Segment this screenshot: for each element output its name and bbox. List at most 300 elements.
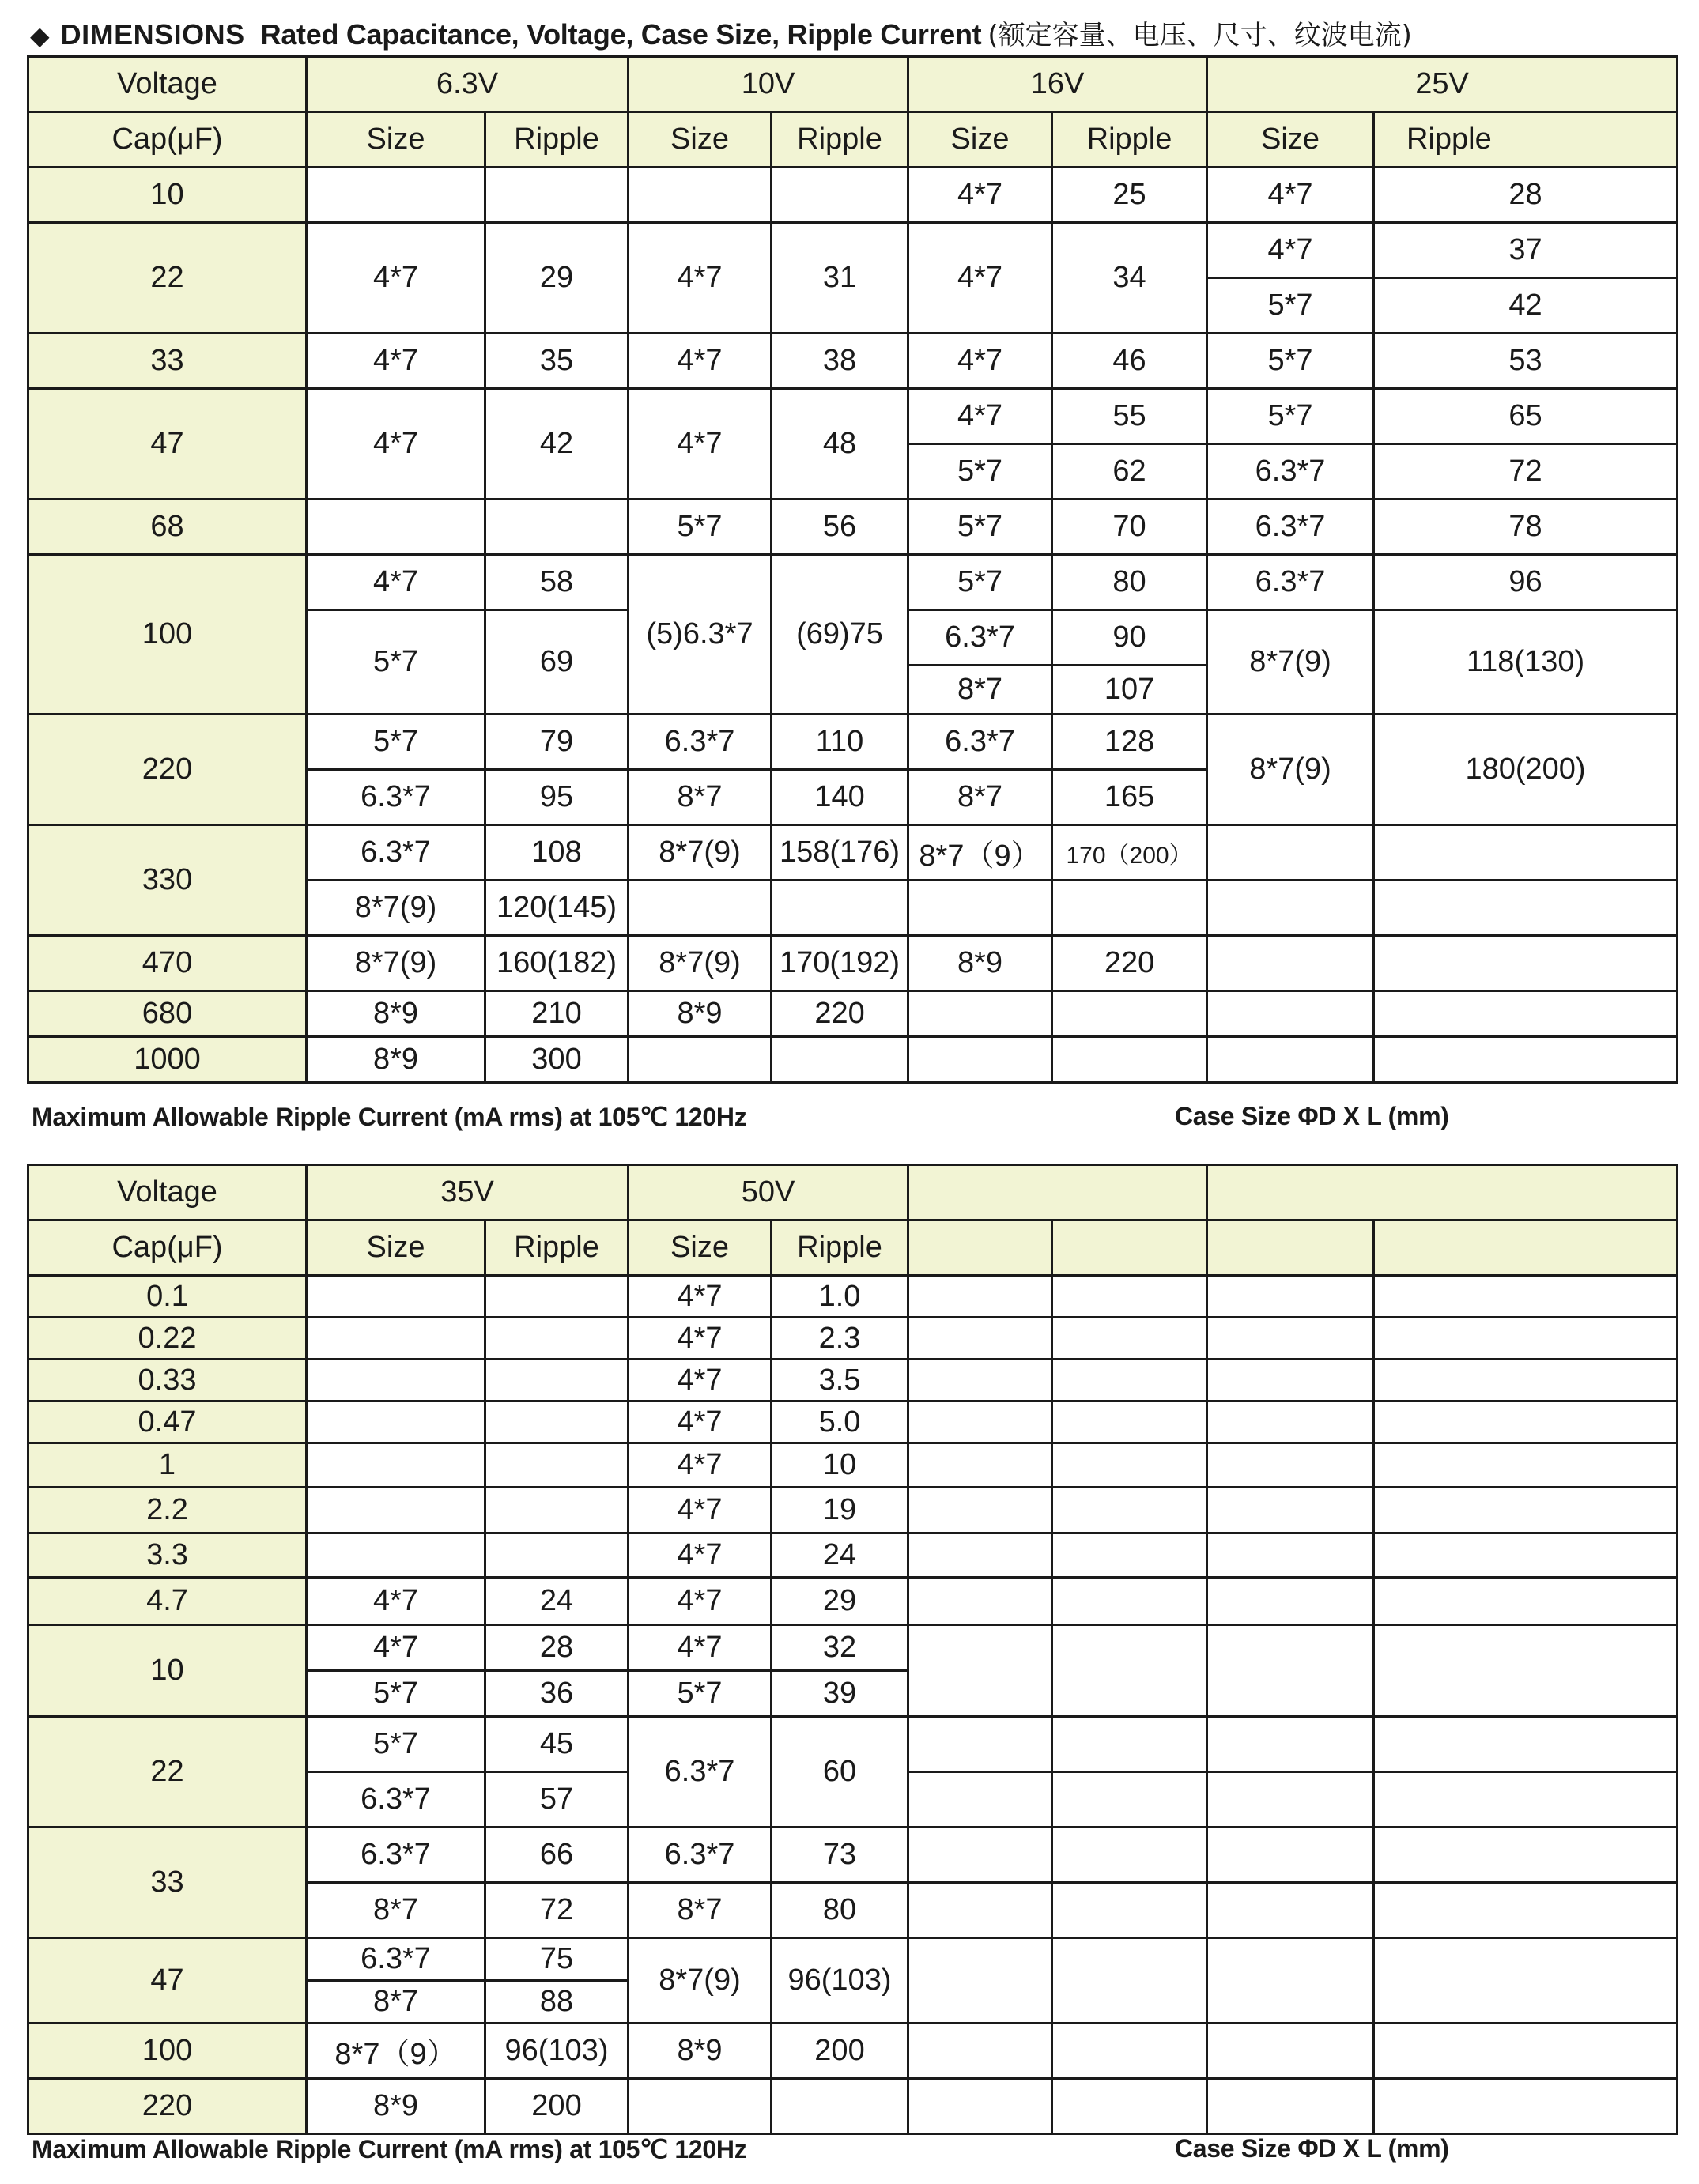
ripple-cell: 46 (1052, 334, 1207, 389)
cell-empty (1374, 1717, 1678, 1772)
ripple-cell: 69 (485, 610, 629, 715)
cell-empty (1374, 825, 1678, 881)
cap-value: 3.3 (28, 1533, 307, 1578)
size-cell: 4*7 (307, 223, 485, 334)
cap-value: 0.22 (28, 1318, 307, 1360)
cell-empty (772, 881, 908, 936)
ripple-note: Maximum Allowable Ripple Current (mA rms) at 105℃ 120Hz (32, 1103, 747, 1131)
size-cell: 6.3*7 (908, 610, 1052, 666)
cell-empty (1207, 1276, 1374, 1318)
size-cell: 4*7 (629, 223, 772, 334)
subheader-row (28, 112, 1678, 168)
cell-empty (1374, 2024, 1678, 2079)
cell-empty (1052, 1578, 1207, 1625)
cell-empty (1052, 1318, 1207, 1360)
size-cell: 8*9 (307, 1037, 485, 1083)
cell-empty (1374, 991, 1678, 1037)
cell-empty (1207, 991, 1374, 1037)
cell-empty (1207, 1883, 1374, 1938)
table-row (28, 1488, 1678, 1533)
cell-empty (1052, 1488, 1207, 1533)
ripple-cell: 158(176) (772, 825, 908, 881)
cap-value: 330 (28, 825, 307, 936)
cell-empty (1207, 881, 1374, 936)
ripple-cell: 72 (485, 1883, 629, 1938)
ripple-cell: 25 (1052, 168, 1207, 223)
size-cell: 8*7(9) (1207, 715, 1374, 825)
size-header: Size (629, 112, 772, 168)
ripple-header: Ripple (485, 1220, 629, 1276)
size-cell: 5*7 (908, 444, 1052, 500)
ripple-cell: 53 (1374, 334, 1678, 389)
cell-empty (908, 1360, 1052, 1401)
ripple-cell: 29 (772, 1578, 908, 1625)
cap-value: 22 (28, 1717, 307, 1828)
cell-empty (1052, 1360, 1207, 1401)
cell-empty (485, 1443, 629, 1488)
cap-value: 33 (28, 334, 307, 389)
ripple-header: Ripple (772, 1220, 908, 1276)
size-cell: 6.3*7 (629, 715, 772, 770)
size-cell: 4*7 (629, 1318, 772, 1360)
ripple-cell: 90 (1052, 610, 1207, 666)
ripple-cell: 107 (1052, 666, 1207, 715)
cap-value: 33 (28, 1828, 307, 1938)
size-cell: 8*9 (307, 991, 485, 1037)
table-row (28, 168, 1678, 223)
ripple-cell: 118(130) (1374, 610, 1678, 715)
cell-empty (1374, 2079, 1678, 2134)
ripple-cell: 70 (1052, 500, 1207, 555)
size-cell: 8*7 (629, 1883, 772, 1938)
table-row (28, 1443, 1678, 1488)
cell-empty (485, 500, 629, 555)
cell-empty (485, 168, 629, 223)
ripple-cell: 19 (772, 1488, 908, 1533)
ripple-cell: 3.5 (772, 1360, 908, 1401)
ripple-cell: 79 (485, 715, 629, 770)
ripple-cell: 60 (772, 1717, 908, 1828)
table-row (28, 1533, 1678, 1578)
size-cell: 4*7 (629, 1578, 772, 1625)
size-cell: 6.3*7 (307, 1938, 485, 1981)
cell-empty (1374, 1401, 1678, 1443)
table-row (28, 2079, 1678, 2134)
ripple-cell: 66 (485, 1828, 629, 1883)
ripple-cell: 28 (1374, 168, 1678, 223)
cell-empty (1052, 2024, 1207, 2079)
cell-empty (1052, 1533, 1207, 1578)
cell-empty (908, 2079, 1052, 2134)
size-cell: 4*7 (629, 1276, 772, 1318)
size-cell: 4*7 (629, 1443, 772, 1488)
table-row (28, 555, 1678, 610)
cell-empty (485, 1360, 629, 1401)
cell-empty (307, 500, 485, 555)
size-cell: 6.3*7 (629, 1717, 772, 1828)
cell-empty (1374, 1828, 1678, 1883)
cap-value: 2.2 (28, 1488, 307, 1533)
ripple-cell: 55 (1052, 389, 1207, 444)
section-title (30, 11, 1412, 58)
cell-empty (1052, 881, 1207, 936)
cell-empty (1052, 1443, 1207, 1488)
cell-empty (485, 1533, 629, 1578)
cap-value: 1 (28, 1443, 307, 1488)
cell-empty (629, 168, 772, 223)
ripple-cell: 35 (485, 334, 629, 389)
ripple-cell: 210 (485, 991, 629, 1037)
cell-empty (1374, 881, 1678, 936)
ripple-cell: 170(192) (772, 936, 908, 991)
ripple-cell: 10 (772, 1443, 908, 1488)
size-cell: 8*7 (908, 666, 1052, 715)
table-row (28, 936, 1678, 991)
table-row (28, 1318, 1678, 1360)
cell-empty (307, 1276, 485, 1318)
cell-empty (908, 1938, 1052, 2024)
size-cell: 8*7（9） (908, 825, 1052, 881)
size-cell: 6.3*7 (307, 825, 485, 881)
cell-empty (307, 1360, 485, 1401)
cap-value: 68 (28, 500, 307, 555)
size-cell: 4*7 (1207, 223, 1374, 278)
size-cell: 5*7 (908, 555, 1052, 610)
table-row (28, 2024, 1678, 2079)
ripple-cell: 170（200） (1052, 825, 1207, 881)
cell-empty (1052, 1938, 1207, 2024)
ripple-cell: 57 (485, 1772, 629, 1828)
cell-empty (1207, 1037, 1374, 1083)
ripple-cell: 220 (1052, 936, 1207, 991)
voltage-label: Voltage (28, 1165, 307, 1220)
ripple-cell: 1.0 (772, 1276, 908, 1318)
case-size-note: Case Size ΦD X L (mm) (1175, 2134, 1449, 2163)
size-header: Size (1207, 112, 1374, 168)
cap-value: 47 (28, 389, 307, 500)
ripple-cell: 88 (485, 1981, 629, 2024)
title-subtitle: Rated Capacitance, Voltage, Case Size, Ripple Current (260, 18, 982, 51)
ripple-cell: 34 (1052, 223, 1207, 334)
cell-empty (1207, 1625, 1374, 1717)
cell-empty (1207, 825, 1374, 881)
ripple-cell: 56 (772, 500, 908, 555)
cap-value: 220 (28, 715, 307, 825)
ripple-cell: 200 (772, 2024, 908, 2079)
ripple-cell: 108 (485, 825, 629, 881)
cell-empty (908, 1625, 1052, 1717)
cell-empty (1052, 2079, 1207, 2134)
voltage-empty (908, 1165, 1207, 1220)
cell-empty (485, 1318, 629, 1360)
ripple-cell: 220 (772, 991, 908, 1037)
size-cell: 4*7 (629, 1533, 772, 1578)
cell-empty (772, 2079, 908, 2134)
size-cell: 5*7 (307, 1717, 485, 1772)
dimensions-table-high-voltage (27, 1164, 1678, 2135)
size-cell: 6.3*7 (1207, 500, 1374, 555)
cell-empty (307, 1401, 485, 1443)
voltage-10v: 10V (629, 57, 908, 112)
ripple-cell: 200 (485, 2079, 629, 2134)
size-cell: 8*7(9) (629, 1938, 772, 2024)
case-size-note: Case Size ΦD X L (mm) (1175, 1102, 1449, 1130)
ripple-cell: 24 (485, 1578, 629, 1625)
ripple-cell: 73 (772, 1828, 908, 1883)
voltage-25v: 25V (1207, 57, 1678, 112)
table-row (28, 1578, 1678, 1625)
cell-empty (1052, 1828, 1207, 1883)
cell-empty (1207, 1772, 1374, 1828)
cell-empty (629, 2079, 772, 2134)
size-cell: 5*7 (908, 500, 1052, 555)
size-cell: 8*7(9) (307, 881, 485, 936)
cell-empty (307, 1488, 485, 1533)
cell-empty (1374, 1443, 1678, 1488)
cell-empty (1374, 1037, 1678, 1083)
size-cell: 8*7 (307, 1981, 485, 2024)
size-cell: (5)6.3*7 (629, 555, 772, 715)
voltage-6-3v: 6.3V (307, 57, 629, 112)
cell-empty (1374, 1938, 1678, 2024)
cell-empty (908, 1037, 1052, 1083)
cell-empty (1207, 1938, 1374, 2024)
size-cell: 5*7 (307, 1671, 485, 1717)
size-cell: 5*7 (1207, 278, 1374, 334)
cell-empty (908, 1578, 1052, 1625)
voltage-empty (1207, 1165, 1678, 1220)
ripple-cell: 75 (485, 1938, 629, 1981)
ripple-cell: 78 (1374, 500, 1678, 555)
title-chinese: (额定容量、电压、尺寸、纹波电流) (987, 20, 1412, 51)
cap-value: 47 (28, 1938, 307, 2024)
table-row (28, 1938, 1678, 1981)
ripple-cell: (69)75 (772, 555, 908, 715)
ripple-cell: 42 (1374, 278, 1678, 334)
cap-value: 680 (28, 991, 307, 1037)
ripple-note: Maximum Allowable Ripple Current (mA rms) at 105℃ 120Hz (32, 2135, 747, 2163)
cell-empty (1052, 1276, 1207, 1318)
table-row (28, 223, 1678, 278)
size-cell: 4*7 (307, 555, 485, 610)
cell-empty (629, 1037, 772, 1083)
size-cell: 6.3*7 (1207, 555, 1374, 610)
ripple-cell: 110 (772, 715, 908, 770)
voltage-label: Voltage (28, 57, 307, 112)
cell-empty (1052, 1883, 1207, 1938)
size-header: Size (307, 1220, 485, 1276)
voltage-35v: 35V (307, 1165, 629, 1220)
cap-value: 470 (28, 936, 307, 991)
cell-empty (1207, 936, 1374, 991)
size-cell: 4*7 (629, 1401, 772, 1443)
cell-empty (1207, 2079, 1374, 2134)
cell-empty (485, 1488, 629, 1533)
ripple-cell: 120(145) (485, 881, 629, 936)
cell-empty (908, 1443, 1052, 1488)
cell-empty (1374, 1533, 1678, 1578)
cell-empty (908, 991, 1052, 1037)
ripple-cell: 128 (1052, 715, 1207, 770)
ripple-cell: 65 (1374, 389, 1678, 444)
cell-empty (1207, 1318, 1374, 1360)
cell-empty (1374, 936, 1678, 991)
ripple-cell: 45 (485, 1717, 629, 1772)
size-cell: 4*7 (307, 1578, 485, 1625)
cell-empty (1207, 1488, 1374, 1533)
size-header: Size (908, 112, 1052, 168)
cell-empty (908, 1883, 1052, 1938)
cell-empty (629, 881, 772, 936)
size-cell: 6.3*7 (307, 770, 485, 825)
size-cell: 4*7 (908, 223, 1052, 334)
size-cell: 8*9 (629, 2024, 772, 2079)
table-row (28, 389, 1678, 444)
ripple-cell: 165 (1052, 770, 1207, 825)
cell-empty (307, 1533, 485, 1578)
size-cell: 8*7 (908, 770, 1052, 825)
ripple-cell: 42 (485, 389, 629, 500)
table-row (28, 1360, 1678, 1401)
size-cell: 8*9 (908, 936, 1052, 991)
cell-empty (908, 1318, 1052, 1360)
size-cell: 4*7 (629, 389, 772, 500)
title-prefix: DIMENSIONS (60, 18, 245, 51)
cell-empty (908, 2024, 1052, 2079)
size-cell: 4*7 (629, 334, 772, 389)
size-header: Size (629, 1220, 772, 1276)
size-cell: 4*7 (908, 334, 1052, 389)
size-cell: 4*7 (307, 334, 485, 389)
cell-empty (1052, 1220, 1207, 1276)
size-cell: 8*7(9) (1207, 610, 1374, 715)
ripple-cell: 140 (772, 770, 908, 825)
ripple-header: Ripple (772, 112, 908, 168)
cap-value: 1000 (28, 1037, 307, 1083)
ripple-cell: 39 (772, 1671, 908, 1717)
table-row (28, 1276, 1678, 1318)
cell-empty (485, 1401, 629, 1443)
cell-empty (908, 1717, 1052, 1772)
size-cell: 6.3*7 (307, 1772, 485, 1828)
size-cell: 4*7 (629, 1360, 772, 1401)
size-cell: 4*7 (307, 1625, 485, 1671)
size-cell: 8*7 (307, 1883, 485, 1938)
size-cell: 8*7(9) (629, 825, 772, 881)
ripple-cell: 38 (772, 334, 908, 389)
cap-value: 220 (28, 2079, 307, 2134)
cap-value: 0.33 (28, 1360, 307, 1401)
diamond-bullet-icon: ◆ (30, 21, 50, 50)
cell-empty (908, 1772, 1052, 1828)
cell-empty (1207, 2024, 1374, 2079)
size-cell: 4*7 (629, 1488, 772, 1533)
ripple-cell: 96(103) (485, 2024, 629, 2079)
table-row (28, 334, 1678, 389)
size-cell: 8*7(9) (629, 936, 772, 991)
cell-empty (1207, 1401, 1374, 1443)
ripple-cell: 29 (485, 223, 629, 334)
size-cell: 8*9 (307, 2079, 485, 2134)
ripple-cell: 62 (1052, 444, 1207, 500)
size-cell: 5*7 (307, 610, 485, 715)
cell-empty (908, 1533, 1052, 1578)
cell-empty (1207, 1220, 1374, 1276)
size-cell: 4*7 (307, 389, 485, 500)
size-cell: 6.3*7 (908, 715, 1052, 770)
ripple-cell: 300 (485, 1037, 629, 1083)
cell-empty (772, 168, 908, 223)
cell-empty (307, 1443, 485, 1488)
size-cell: 5*7 (629, 500, 772, 555)
voltage-16v: 16V (908, 57, 1207, 112)
ripple-cell: 24 (772, 1533, 908, 1578)
ripple-header: Ripple (1374, 112, 1678, 168)
ripple-cell: 80 (772, 1883, 908, 1938)
cell-empty (908, 1488, 1052, 1533)
table-row (28, 825, 1678, 881)
cap-value: 100 (28, 2024, 307, 2079)
cap-value: 22 (28, 223, 307, 334)
cap-value: 10 (28, 1625, 307, 1717)
size-cell: 5*7 (629, 1671, 772, 1717)
ripple-cell: 72 (1374, 444, 1678, 500)
voltage-header-row (28, 1165, 1678, 1220)
cell-empty (1052, 1625, 1207, 1717)
cell-empty (1374, 1318, 1678, 1360)
voltage-50v: 50V (629, 1165, 908, 1220)
cell-empty (908, 881, 1052, 936)
size-cell: 8*7（9） (307, 2024, 485, 2079)
table-row (28, 1625, 1678, 1671)
cell-empty (1207, 1443, 1374, 1488)
cell-empty (1207, 1533, 1374, 1578)
table-row (28, 1401, 1678, 1443)
dimensions-table-low-voltage (27, 55, 1678, 1084)
cell-empty (1374, 1220, 1678, 1276)
cell-empty (1374, 1578, 1678, 1625)
size-cell: 6.3*7 (307, 1828, 485, 1883)
cell-empty (908, 1401, 1052, 1443)
cell-empty (1207, 1578, 1374, 1625)
ripple-cell: 5.0 (772, 1401, 908, 1443)
size-cell: 5*7 (307, 715, 485, 770)
table-row (28, 500, 1678, 555)
cap-value: 0.47 (28, 1401, 307, 1443)
size-cell: 4*7 (908, 168, 1052, 223)
cap-value: 10 (28, 168, 307, 223)
cell-empty (1052, 1772, 1207, 1828)
table-row (28, 1037, 1678, 1083)
voltage-header-row (28, 57, 1678, 112)
ripple-cell: 36 (485, 1671, 629, 1717)
ripple-cell: 37 (1374, 223, 1678, 278)
table-row (28, 991, 1678, 1037)
ripple-cell: 80 (1052, 555, 1207, 610)
ripple-cell: 58 (485, 555, 629, 610)
ripple-cell: 31 (772, 223, 908, 334)
size-cell: 8*9 (629, 991, 772, 1037)
table-row (28, 715, 1678, 770)
ripple-cell: 48 (772, 389, 908, 500)
ripple-header: Ripple (1052, 112, 1207, 168)
ripple-cell: 180(200) (1374, 715, 1678, 825)
cap-value: 4.7 (28, 1578, 307, 1625)
cap-value: 0.1 (28, 1276, 307, 1318)
ripple-cell: 28 (485, 1625, 629, 1671)
ripple-cell: 2.3 (772, 1318, 908, 1360)
cell-empty (307, 168, 485, 223)
